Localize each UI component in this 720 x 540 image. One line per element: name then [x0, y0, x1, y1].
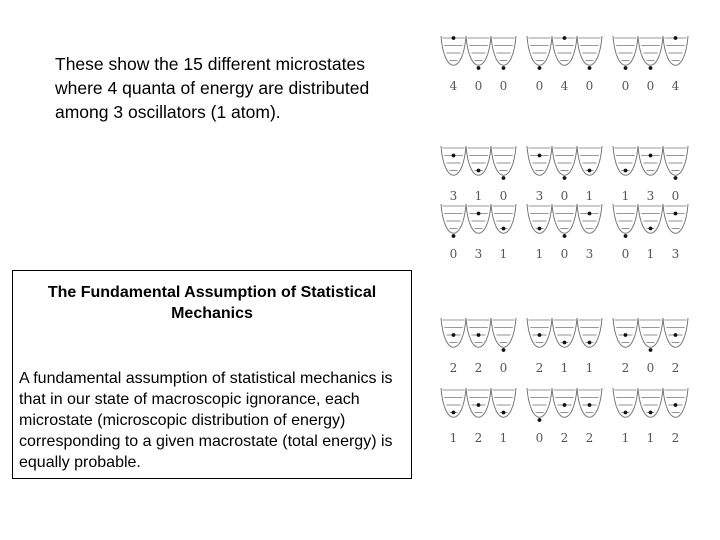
oscillator-particle [563, 36, 567, 40]
quanta-count: 2 [535, 361, 544, 375]
oscillator-particle [538, 227, 542, 231]
oscillator-particle [452, 36, 456, 40]
oscillator-particle [538, 66, 542, 70]
quanta-count: 1 [535, 247, 544, 261]
quanta-count: 1 [621, 189, 630, 203]
oscillator-particle [477, 66, 481, 70]
oscillator-particle [588, 341, 592, 345]
oscillator-particle [674, 333, 678, 337]
quanta-count: 2 [671, 431, 680, 445]
quanta-count: 0 [499, 361, 508, 375]
quanta-count: 2 [449, 361, 458, 375]
quanta-count: 3 [646, 189, 655, 203]
quanta-count: 1 [560, 361, 569, 375]
oscillator-particle [502, 227, 506, 231]
oscillator-particle [452, 154, 456, 158]
oscillator-particle [624, 234, 628, 238]
oscillator-particle [477, 212, 481, 216]
quanta-count: 3 [671, 247, 680, 261]
intro-text: These show the 15 different microstates where 4 quanta of energy are distributed among 3 oscillators (1 atom). [55, 54, 370, 122]
oscillator-particle [477, 333, 481, 337]
quanta-count: 2 [474, 361, 483, 375]
quanta-count: 2 [621, 361, 630, 375]
quanta-count: 0 [535, 431, 544, 445]
quanta-count: 1 [646, 431, 655, 445]
box-title: The Fundamental Assumption of Statistical Mechanics [47, 284, 377, 322]
oscillator-particle [502, 348, 506, 352]
quanta-count: 1 [449, 431, 458, 445]
quanta-count: 3 [535, 189, 544, 203]
quanta-count: 0 [449, 247, 458, 261]
quanta-count: 1 [621, 431, 630, 445]
quanta-count: 1 [499, 247, 508, 261]
oscillator-particle [649, 154, 653, 158]
quanta-count: 2 [474, 431, 483, 445]
oscillator-particle [624, 66, 628, 70]
quanta-count: 0 [671, 189, 680, 203]
quanta-count: 0 [621, 79, 630, 93]
quanta-count: 0 [560, 247, 569, 261]
oscillator-particle [477, 169, 481, 173]
oscillator-particle [649, 66, 653, 70]
quanta-count: 0 [499, 189, 508, 203]
quanta-count: 4 [449, 79, 458, 93]
quanta-count: 4 [560, 79, 569, 93]
oscillator-particle [649, 227, 653, 231]
oscillator-particle [502, 66, 506, 70]
oscillator-particle [452, 411, 456, 415]
oscillator-particle [674, 212, 678, 216]
oscillator-particle [538, 418, 542, 422]
oscillator-particle [452, 234, 456, 238]
quanta-count: 0 [560, 189, 569, 203]
oscillator-particle [502, 176, 506, 180]
oscillator-particle [477, 403, 481, 407]
quanta-count: 4 [671, 79, 680, 93]
quanta-count: 1 [646, 247, 655, 261]
oscillator-particle [563, 176, 567, 180]
oscillator-particle [624, 333, 628, 337]
oscillator-particle [563, 403, 567, 407]
oscillator-particle [538, 333, 542, 337]
oscillator-particle [674, 403, 678, 407]
oscillator-particle [588, 66, 592, 70]
quanta-count: 0 [474, 79, 483, 93]
oscillator-particle [624, 169, 628, 173]
quanta-count: 0 [499, 79, 508, 93]
oscillator-particle [563, 341, 567, 345]
quanta-count: 0 [621, 247, 630, 261]
quanta-count: 3 [585, 247, 594, 261]
oscillator-particle [452, 333, 456, 337]
oscillator-particle [674, 176, 678, 180]
quanta-count: 1 [585, 361, 594, 375]
oscillator-particle [588, 212, 592, 216]
quanta-count: 3 [474, 247, 483, 261]
quanta-count: 1 [499, 431, 508, 445]
quanta-count: 2 [585, 431, 594, 445]
quanta-count: 0 [646, 79, 655, 93]
oscillator-particle [649, 411, 653, 415]
quanta-count: 1 [585, 189, 594, 203]
oscillator-particle [674, 36, 678, 40]
oscillator-particle [588, 169, 592, 173]
quanta-count: 3 [449, 189, 458, 203]
quanta-count: 0 [585, 79, 594, 93]
quanta-count: 0 [646, 361, 655, 375]
box-body: A fundamental assumption of statistical mechanics is that in our state of macroscopic ignorance, each microstate (microscopic distribution of energy) corresponding to a given macrostate (total energy) is equally probable. [19, 370, 393, 471]
quanta-count: 1 [474, 189, 483, 203]
quanta-count: 2 [671, 361, 680, 375]
quanta-count: 2 [560, 431, 569, 445]
quanta-count: 0 [535, 79, 544, 93]
oscillator-particle [649, 348, 653, 352]
oscillator-particle [563, 234, 567, 238]
oscillator-particle [588, 403, 592, 407]
oscillator-particle [502, 411, 506, 415]
oscillator-particle [538, 154, 542, 158]
oscillator-particle [624, 411, 628, 415]
